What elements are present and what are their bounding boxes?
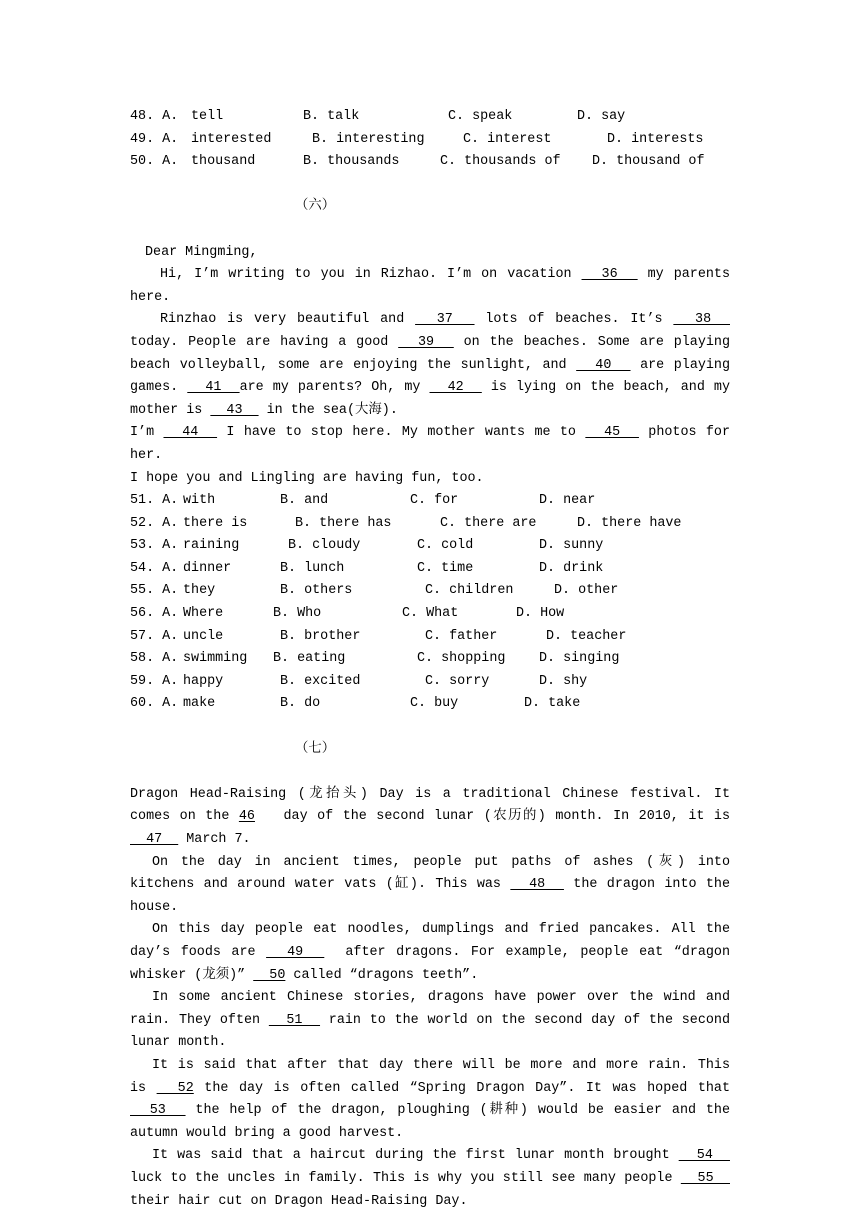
section-7-heading-row <box>130 739 730 762</box>
option-c: C. children <box>425 583 514 599</box>
blank-43: 43 <box>210 402 259 418</box>
text-run: luck to the uncles in family. This is why you still see many people <box>130 1170 681 1186</box>
option-a: there is <box>183 515 248 531</box>
option-row <box>130 106 730 129</box>
text-run: Rinzhao is very beautiful and <box>160 312 416 328</box>
text-run: day of the second lunar (农历的) month. In 2010, it is <box>254 809 739 825</box>
text-run: my parents here. <box>130 267 730 305</box>
option-row <box>130 693 730 716</box>
option-number: 57. A. <box>130 628 179 644</box>
option-row <box>130 151 730 174</box>
section-6-options <box>130 490 730 716</box>
option-row <box>130 580 730 603</box>
option-b: B. Who <box>273 606 322 622</box>
option-b: B. excited <box>280 673 361 689</box>
passage-paragraph-1 <box>130 784 739 852</box>
text-run: On this day people eat noodles, dumplings and fried pancakes. All the day’s foods are <box>130 922 730 960</box>
text-run: after dragons. For example, people eat “dragon whisker (龙须)” <box>130 944 739 983</box>
option-number: 60. A. <box>130 696 179 712</box>
option-a: raining <box>183 538 240 554</box>
option-d: D. teacher <box>546 628 627 644</box>
option-row <box>130 535 730 558</box>
text-run: In some ancient Chinese stories, dragons have power over the wind and rain. They often <box>130 990 730 1028</box>
option-b: B. there has <box>295 515 392 531</box>
text-run: I’m <box>130 425 164 441</box>
option-d: D. there have <box>577 515 682 531</box>
option-b: B. and <box>280 493 329 509</box>
blank-39: 39 <box>398 334 454 350</box>
option-c: C. buy <box>410 696 459 712</box>
option-b: B. thousands <box>303 154 400 170</box>
section-7-heading: （七） <box>295 741 336 757</box>
option-number: 54. A. <box>130 560 179 576</box>
option-a: dinner <box>183 560 232 576</box>
text-run: today. People are having a good <box>130 334 399 350</box>
text-run: the dragon into the house. <box>130 877 731 915</box>
blank-55: 55 <box>680 1170 730 1186</box>
letter-paragraph-1 <box>130 264 730 309</box>
text-run: the help of the dragon, ploughing (耕种) would be easier and the autumn would bring a good harvest. <box>130 1103 730 1141</box>
text-run: their hair cut on Dragon Head-Raising Day. <box>130 1193 468 1209</box>
letter-paragraph-2 <box>130 309 730 422</box>
option-d: D. thousand of <box>592 154 705 170</box>
option-number: 53. A. <box>130 538 179 554</box>
section-6-heading: （六） <box>295 199 336 215</box>
option-c: C. cold <box>417 538 474 554</box>
option-b: B. eating <box>273 651 346 667</box>
option-c: C. interest <box>463 131 552 147</box>
text-run: called “dragons teeth”. <box>285 967 479 983</box>
blank-49: 49 <box>266 944 325 960</box>
option-c: C. shopping <box>417 651 506 667</box>
section-6-heading-row <box>130 196 730 219</box>
text-run: Hi, I’m writing to you in Rizhao. I’m on vacation <box>160 267 582 283</box>
option-d: D. interests <box>607 131 704 147</box>
passage-paragraph-4 <box>130 987 730 1055</box>
blank-42: 42 <box>429 380 482 396</box>
option-d: D. near <box>539 493 596 509</box>
option-a: happy <box>183 673 224 689</box>
text-run: lots of beaches. It’s <box>474 312 674 328</box>
blank-37: 37 <box>415 312 475 328</box>
blank-44: 44 <box>163 425 218 441</box>
option-row <box>130 648 730 671</box>
prev-options <box>130 106 730 174</box>
option-b: B. talk <box>303 109 360 124</box>
option-number: 49. A. <box>130 131 179 147</box>
option-d: D. How <box>516 606 565 622</box>
option-d: D. say <box>577 109 626 124</box>
passage-paragraph-3 <box>130 919 739 987</box>
text-run: rain to the world on the second day of the second lunar month. <box>130 1012 730 1051</box>
option-b: B. others <box>280 583 353 599</box>
option-a: thousand <box>191 154 256 170</box>
option-b: B. lunch <box>280 560 345 576</box>
option-row <box>130 671 730 694</box>
option-d: D. other <box>554 583 619 599</box>
option-a: they <box>183 583 216 599</box>
text-run: are playing games. <box>130 357 731 396</box>
blank-41: 41 <box>187 380 240 396</box>
blank-36: 36 <box>581 267 638 283</box>
option-number: 59. A. <box>130 673 179 689</box>
option-a: Where <box>183 606 224 622</box>
option-c: C. speak <box>448 109 513 124</box>
blank-53: 53 <box>130 1103 186 1119</box>
option-row <box>130 490 730 513</box>
option-row <box>130 513 730 536</box>
option-a: tell <box>191 109 224 124</box>
text-run: the day is often called “Spring Dragon Day”. It was hoped that <box>193 1080 731 1096</box>
letter-greeting: Dear Mingming, <box>145 244 258 260</box>
text-run: It was said that a haircut during the first lunar month brought <box>152 1148 679 1164</box>
option-d: D. singing <box>539 651 620 667</box>
option-b: B. interesting <box>312 131 425 147</box>
option-c: C. there are <box>440 515 537 531</box>
option-d: D. drink <box>539 560 604 576</box>
option-row <box>130 129 730 152</box>
option-a: swimming <box>183 651 248 667</box>
option-d: D. take <box>524 696 581 712</box>
option-number: 58. A. <box>130 651 179 667</box>
text-run: on the beaches. Some are playing beach volleyball, some are enjoying the sunlight, and <box>130 334 730 373</box>
option-row <box>130 626 730 649</box>
passage-paragraph-5 <box>130 1055 730 1145</box>
text-run: I have to stop here. My mother wants me to <box>217 425 586 441</box>
passage-paragraph-6 <box>130 1145 730 1213</box>
option-b: B. cloudy <box>288 538 361 554</box>
option-number: 50. A. <box>130 154 179 170</box>
text-run: is lying on the beach, and my mother is <box>130 380 731 418</box>
option-b: B. do <box>280 696 321 712</box>
option-row <box>130 558 730 581</box>
text-run: It is said that after that day there will be more and more rain. This is <box>130 1057 730 1096</box>
text-run: photos for her. <box>130 425 731 463</box>
text-run: March 7. <box>178 832 251 847</box>
option-c: C. time <box>417 560 474 576</box>
text-run: Dragon Head-Raising (龙抬头) Day is a traditional Chinese festival. It comes on the <box>130 786 730 825</box>
blank-48: 48 <box>510 877 564 893</box>
letter-paragraph-4: I hope you and Lingling are having fun, too. <box>130 470 484 486</box>
text-run: in the sea(大海). <box>258 402 398 418</box>
option-number: 52. A. <box>130 515 179 531</box>
option-c: C. thousands of <box>440 154 561 170</box>
option-row <box>130 603 730 626</box>
option-d: D. shy <box>539 673 588 689</box>
option-c: C. What <box>402 606 459 622</box>
option-c: C. father <box>425 628 498 644</box>
blank-50: 50 <box>253 967 286 983</box>
option-a: interested <box>191 131 272 147</box>
blank-51: 51 <box>268 1012 321 1028</box>
text-run: are my parents? Oh, my <box>239 380 430 396</box>
option-number: 56. A. <box>130 606 179 622</box>
option-a: make <box>183 696 216 712</box>
blank-52: 52 <box>156 1080 194 1096</box>
option-a: uncle <box>183 628 224 644</box>
option-number: 48. A. <box>130 109 179 124</box>
option-number: 51. A. <box>130 493 179 509</box>
option-number: 55. A. <box>130 583 179 599</box>
passage-paragraph-2 <box>130 852 730 920</box>
option-b: B. brother <box>280 628 361 644</box>
blank-47: 47 <box>130 832 179 847</box>
blank-38: 38 <box>673 312 730 328</box>
blank-40: 40 <box>576 357 631 373</box>
letter-paragraph-3 <box>130 422 730 467</box>
option-d: D. sunny <box>539 538 604 554</box>
document-page <box>130 106 739 1213</box>
blank-46: 46 <box>238 809 255 825</box>
blank-54: 54 <box>678 1148 730 1164</box>
text-run: On the day in ancient times, people put paths of ashes (灰) into kitchens and around water vats (缸). This was <box>130 854 730 893</box>
option-a: with <box>183 493 216 509</box>
option-c: C. for <box>410 493 459 509</box>
blank-45: 45 <box>585 425 639 441</box>
option-c: C. sorry <box>425 673 490 689</box>
